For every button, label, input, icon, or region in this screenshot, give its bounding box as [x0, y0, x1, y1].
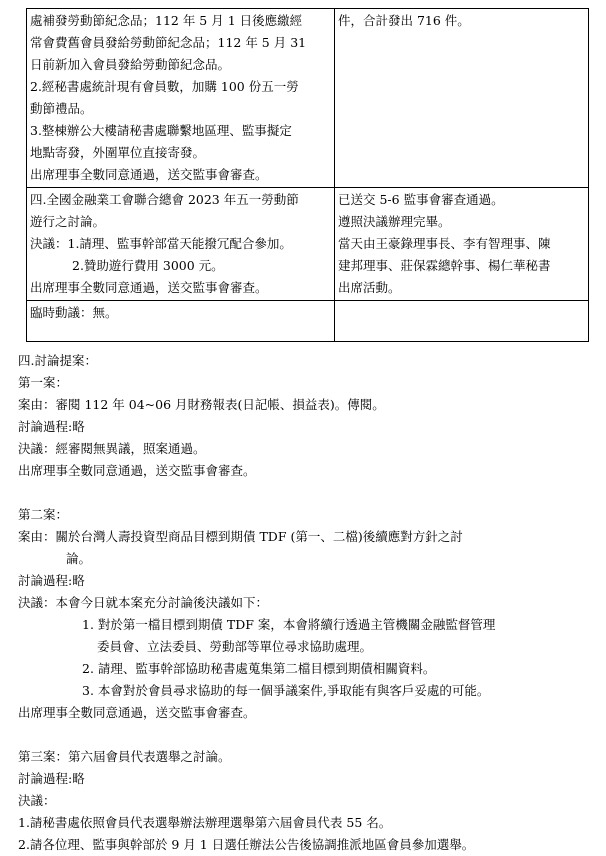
resolution-item: 1. 對於第一檔目標到期債 TDF 案，本會將續行透過主管機關金融監督管理: [82, 617, 496, 632]
resolution-item: 1.請秘書處依照會員代表選舉辦法辦理選舉第六屆會員代表 55 名。: [18, 815, 392, 830]
minutes-table: [26, 8, 589, 342]
case-process: 討論過程:略: [18, 771, 85, 786]
cell-line: 出席理事全數同意通過，送交監事會審查。: [30, 167, 268, 182]
resolution-item: 3. 本會對於會員尋求協助的每一個爭議案件,爭取能有與客戶妥處的可能。: [82, 683, 490, 698]
section-heading: 四.討論提案：: [18, 353, 97, 368]
cell-line: 遊行之討論。: [30, 214, 106, 229]
case-resolution: 決議：: [18, 793, 56, 808]
table-cell-item: [27, 301, 335, 342]
table-row: [27, 301, 589, 342]
cell-line: 四.全國金融業工會聯合總會 2023 年五一勞動節: [30, 192, 299, 207]
case-title: 第二案：: [18, 507, 69, 522]
case-resolution: 決議：本會今日就本案充分討論後決議如下：: [18, 595, 269, 610]
table-cell-status: [335, 9, 589, 188]
table-row: [27, 9, 589, 188]
cell-line: 遵照決議辦理完畢。: [338, 214, 451, 229]
cell-line: 建邦理事、莊保霖總幹事、楊仁華秘書: [338, 258, 551, 273]
resolution-item: 2.請各位理、監事與幹部於 9 月 1 日選任辦法公告後協調推派地區會員參加選舉。: [18, 837, 475, 852]
cell-line: 處補發勞動節紀念品；112 年 5 月 1 日後應繳經: [30, 13, 303, 28]
discussion-section: [18, 350, 598, 856]
cell-line: 臨時動議：無。: [30, 305, 118, 320]
cell-line: 件，合計發出 716 件。: [338, 13, 470, 28]
case-title: 第三案：第六屆會員代表選舉之討論。: [18, 749, 231, 764]
table-cell-status: [335, 301, 589, 342]
case-title: 第一案：: [18, 375, 69, 390]
cell-line: 動節禮品。: [30, 101, 93, 116]
cell-line: 2.經秘書處統計現有會員數，加購 100 份五一勞: [30, 79, 299, 94]
case-resolution: 決議：經審閱無異議，照案通過。: [18, 441, 206, 456]
cell-line: 已送交 5-6 監事會審查通過。: [338, 192, 504, 207]
table-cell-item: [27, 9, 335, 188]
resolution-item-continued: 委員會、立法委員、勞動部等單位尋求協助處理。: [97, 639, 373, 654]
cell-line: 出席活動。: [338, 280, 401, 295]
cell-line: 地點寄發，外圍單位直接寄發。: [30, 145, 206, 160]
table-row: [27, 188, 589, 301]
cell-line: 出席理事全數同意通過，送交監事會審查。: [30, 280, 268, 295]
spacer: [18, 724, 598, 746]
table-cell-status: [335, 188, 589, 301]
cell-line: 當天由王豪錄理事長、李有智理事、陳: [338, 236, 551, 251]
case-approval: 出席理事全數同意通過，送交監事會審查。: [18, 463, 256, 478]
cell-line: 決議：1.請理、監事幹部當天能撥冗配合參加。: [30, 236, 292, 251]
case-process: 討論過程:略: [18, 573, 85, 588]
cell-line: 常會費舊會員發給勞動節紀念品；112 年 5 月 31: [30, 35, 307, 50]
cell-line: 日前新加入會員發給勞動節紀念品。: [30, 57, 231, 72]
case-reason: 案由：關於台灣人壽投資型商品目標到期債 TDF (第一、二檔)後續應對方針之討: [18, 529, 463, 544]
case-process: 討論過程:略: [18, 419, 85, 434]
cell-line: 2.贊助遊行費用 3000 元。: [72, 258, 224, 273]
case-reason: 案由：審閱 112 年 04~06 月財務報表(日記帳、損益表)。傳閱。: [18, 397, 385, 412]
table-cell-item: [27, 188, 335, 301]
case-reason-continued: 論。: [66, 551, 92, 566]
spacer: [18, 482, 598, 504]
cell-line: 3.整棟辦公大樓請秘書處聯繫地區理、監事擬定: [30, 123, 292, 138]
resolution-item: 2. 請理、監事幹部協助秘書處蒐集第二檔目標到期債相關資料。: [82, 661, 436, 676]
case-approval: 出席理事全數同意通過，送交監事會審查。: [18, 705, 256, 720]
